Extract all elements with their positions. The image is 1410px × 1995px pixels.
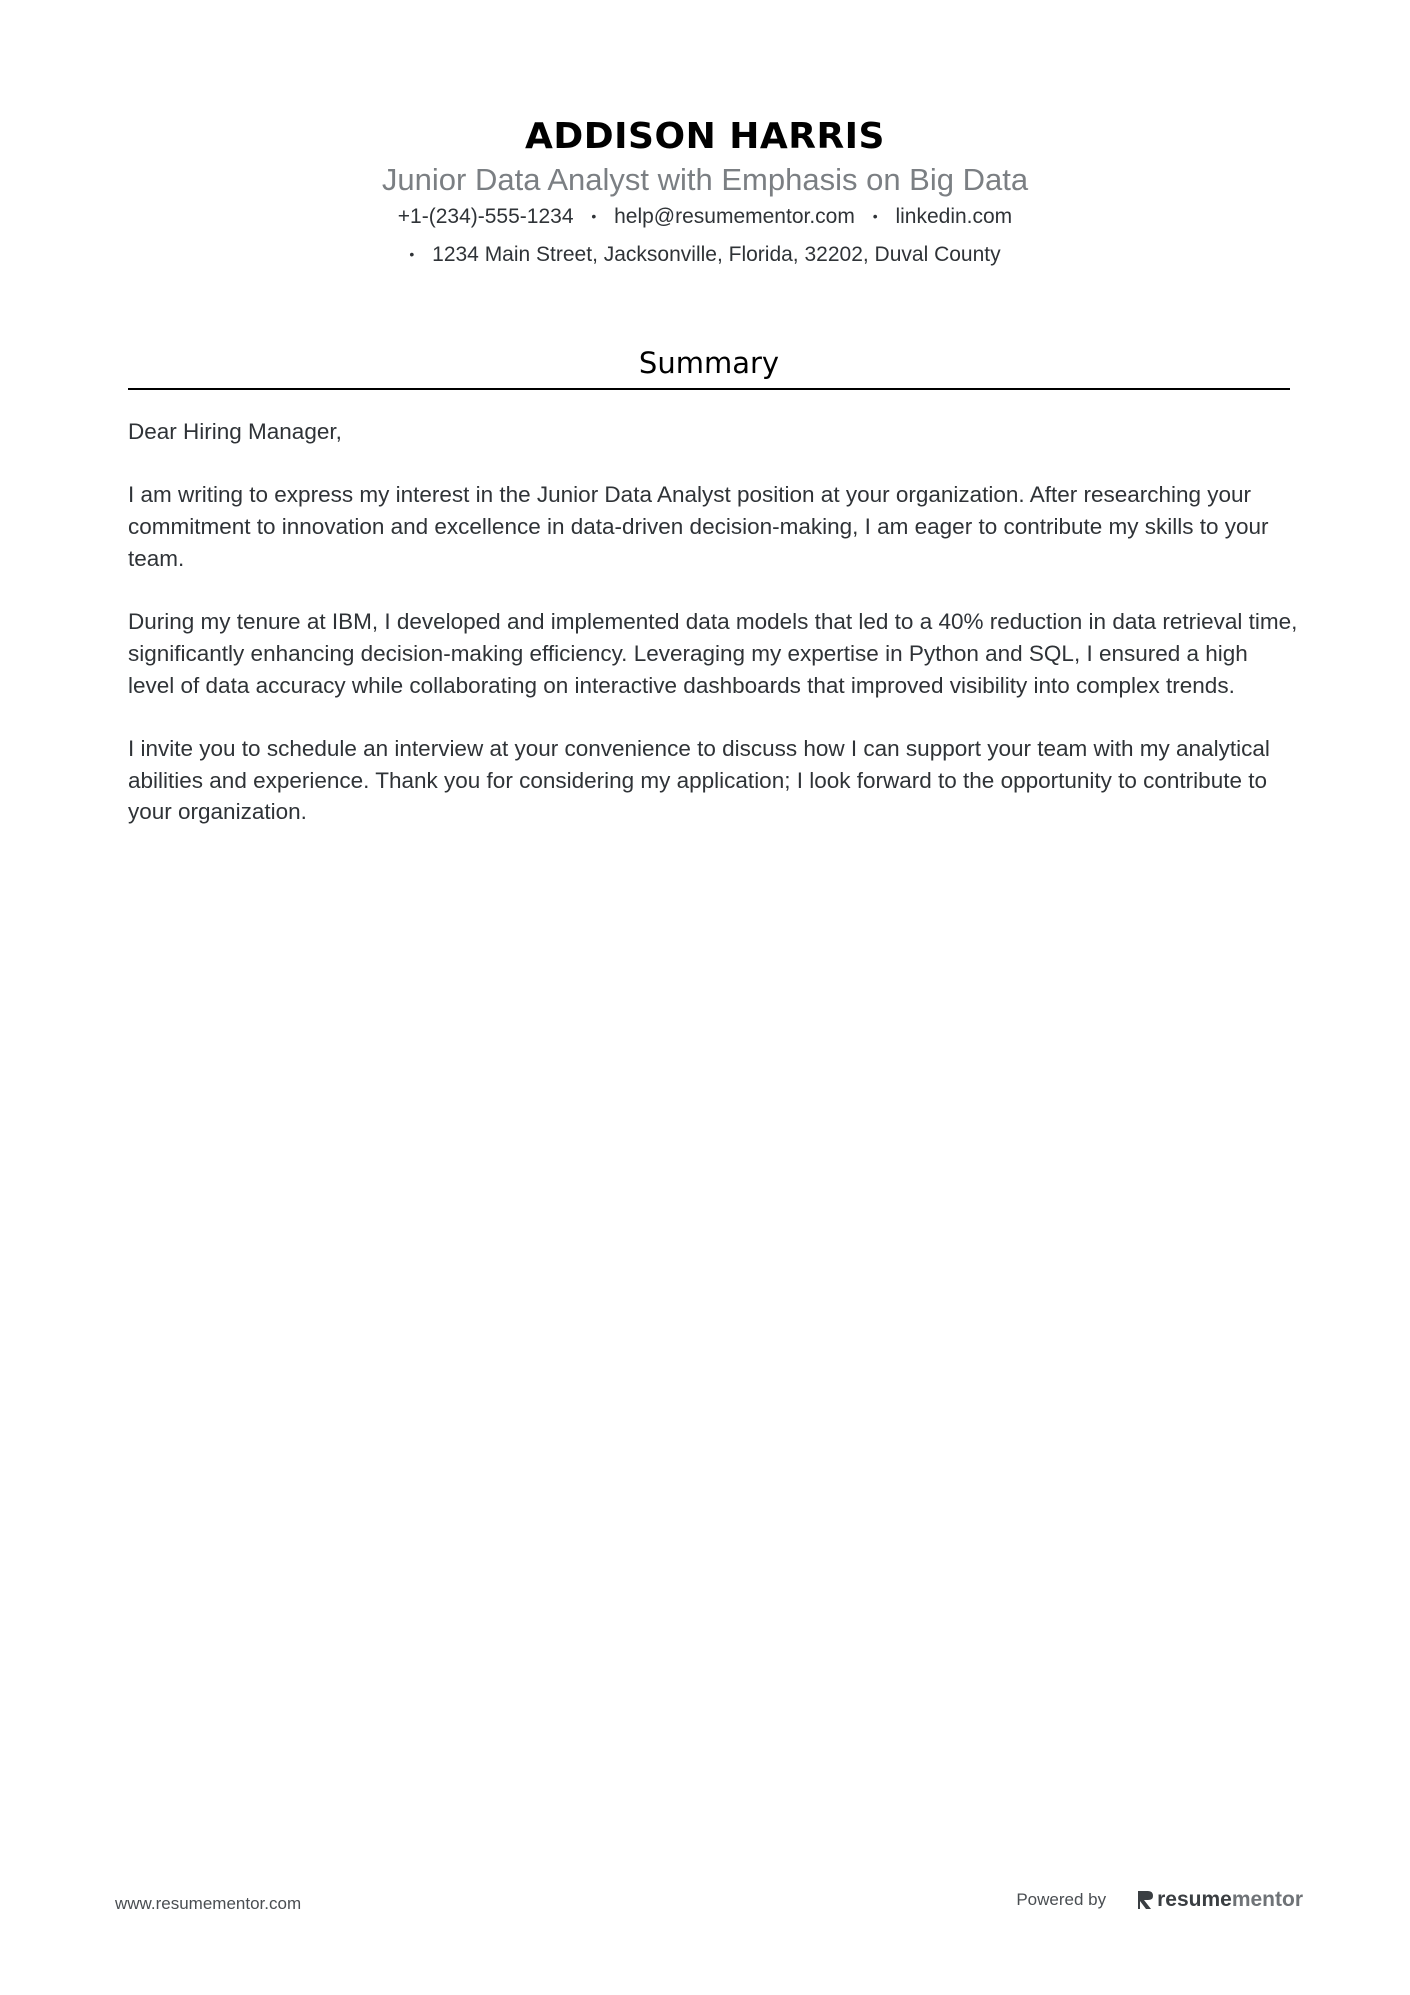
resume-header <box>0 113 1410 270</box>
separator-dot: • <box>409 246 415 262</box>
resumementor-logo[interactable] <box>1136 1888 1303 1912</box>
letter-paragraph: I am writing to express my interest in the Junior Data Analyst position at your organization. After researching your commitment to innovation and excellence in data-driven decision-making, I am eager to contribute my skills to your team. <box>128 482 1269 571</box>
cover-letter-body <box>128 416 1298 860</box>
separator-dot: • <box>591 208 597 224</box>
logo-text-mentor: mentor <box>1231 1888 1303 1911</box>
linkedin-link[interactable]: linkedin.com <box>895 205 1013 228</box>
phone-number: +1-(234)-555-1234 <box>397 205 574 228</box>
candidate-headline: Junior Data Analyst with Emphasis on Big Data <box>381 162 1029 197</box>
section-divider <box>128 388 1290 390</box>
footer-branding <box>1016 1888 1303 1912</box>
resumementor-logo-icon <box>1136 1889 1154 1911</box>
letter-paragraph: During my tenure at IBM, I developed and implemented data models that led to a 40% reduction in data retrieval time, significantly enhancing decision-making efficiency. Leveraging my expertise in Python and SQL, I ensured a high level of data accuracy while collaborating on interactive dashboards that improved visibility into complex trends. <box>128 609 1298 698</box>
footer-website[interactable]: www.resumementor.com <box>115 1894 302 1913</box>
address-row <box>0 239 1410 270</box>
letter-salutation: Dear Hiring Manager, <box>128 419 342 444</box>
powered-by-label: Powered by <box>1016 1890 1107 1909</box>
separator-dot: • <box>872 208 878 224</box>
logo-text-resume: resume <box>1157 1888 1232 1911</box>
email-address[interactable]: help@resumementor.com <box>614 205 855 228</box>
letter-paragraph: I invite you to schedule an interview at your convenience to discuss how I can support your team with my analytical abilities and experience. Thank you for considering my application; I look forward to the opportunity to contribute to your organization. <box>128 735 1270 825</box>
section-title-summary: Summary <box>638 346 780 380</box>
contact-row <box>0 201 1410 232</box>
address: 1234 Main Street, Jacksonville, Florida, 32202, Duval County <box>432 243 1001 266</box>
candidate-name: ADDISON HARRIS <box>525 116 885 157</box>
